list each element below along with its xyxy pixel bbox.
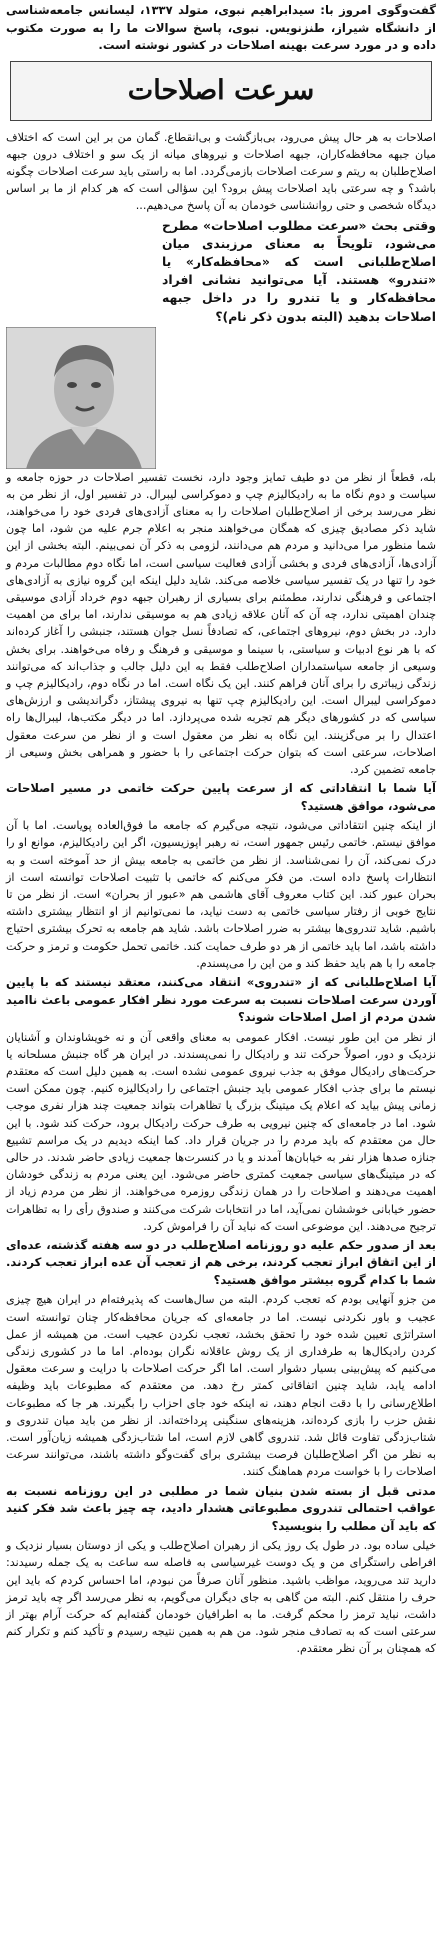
pullquote-photo-row [6, 215, 436, 469]
portrait-image [6, 327, 156, 469]
question-3: آیا اصلاح‌طلبانی که از «تندروی» انتقاد می‌کنند، معتقد نیستند که با پایین آوردن سرعت اصلاحات نسبت به سرعت مورد نظر افکار عمومی باعث ناامید شدن مردم از اصل اصلاحات شوند؟ [6, 975, 436, 1024]
headline-box [10, 61, 432, 121]
question-2: آیا شما با انتقاداتی که از سرعت پایین حرکت خاتمی در مسیر اصلاحات می‌شود، موافق هستید؟ [6, 781, 436, 813]
question-1-pullquote: وقتی بحث «سرعت مطلوب اصلاحات» مطرح می‌شود، تلویحاً به معنای مرزبندی میان اصلاح‌طلبانی است که «محافظه‌کار» یا «تندرو» هستند. آیا می‌توانید نشانی افراد محافظه‌کار و یا تندرو را در داخل جبهه اصلاحات بدهید (البته بدون ذکر نام)؟ [162, 217, 436, 324]
interviewee-photo [6, 327, 156, 469]
question-4: بعد از صدور حکم علیه دو روزنامه اصلاح‌طلب در دو سه هفته گذشته، عده‌ای از این اتفاق ابراز تعجب کردند، برخی هم از تعجب آن عده ابراز تعجب کردند. شما با کدام گروه بیشتر موافق هستید؟ [6, 1237, 436, 1287]
article-headline: سرعت اصلاحات [127, 75, 315, 106]
answer-3: از نظر من این طور نیست. افکار عمومی به معنای واقعی آن و نه خویشاوندان و آشنایان نزدیک و دور، اصولاً حرکت تند و رادیکال را نمی‌پسندند. در ایران هر گاه جنبش مسلحانه یا حرکت‌های رادیکال موفق به جذب نیروی عمومی نشده است. به همین دلیل است که معتقدم نیستم ما برای جذب افکار عمومی باید جنبش اجتماعی را رادیکالیزه کنیم. چون ممکن است زمانی پیش بیاید که اعلام یک میتینگ بزرگ یا تظاهرات بتواند جمعیت چند هزار نفری موجب شود. اما در جامعه‌ای که چنین نیرویی به طرف حرکت رادیکال برود، حرکت کند شود. با این حال من معتقدم که باید مردم را در جریان قرار داد. کما اینکه دیدیم در یک مراسم تشییع جنازه صدها هزار نفر به خیابان‌ها آمدند و یا در کنسرت‌ها جمعیت زیادی حاضر شدند. در حالی که در میتینگ‌های سیاسی جمعیت کمتری حاضر می‌شود. این یعنی مردم به زندگی خودشان اهمیت می‌دهند و اصلاحات را در همان زندگی روزمره می‌خواهند. از نظر من مردم زیاد از حضور خیابانی خوششان نمی‌آید، اما در انتخابات شرکت می‌کنند و صندوق رأی را به تظاهرات ترجیح می‌دهند. این موضوعی است که نباید آن را فراموش کرد. [6, 1030, 436, 1233]
question-5: مدتی قبل از بسته شدن بنیان شما در مطلبی در این روزنامه نسبت به عواقب احتمالی تندروی مطبوعاتی هشدار دادید، چه چیز باعث شد فکر کنید که باید آن مطلب را بنویسید؟ [6, 1483, 436, 1533]
answer-2: از اینکه چنین انتقاداتی می‌شود، نتیجه می‌گیرم که جامعه ما فوق‌العاده پویاست. اما با آن موافق نیستم. خاتمی رئیس جمهور است، نه رهبر اپوزیسیون، اگر این رادیکالیزم، موانع او را درک نمی‌کند، آن را نمی‌شناسد. از نظر من خاتمی به جامعه بیش از حد آموخته است و به انتظارات پاسخ داده است. من فکر می‌کنم که خاتمی با تثبیت اصلاحات توانسته است از بحران عبور کند. این کتاب معروف آقای هاشمی هم «عبور از بحران» است. از نظر من تا نتایج خوبی از رفتار سیاسی خاتمی به دست نیاید، ما نمی‌توانیم از او انتظار بیشتری داشته باشیم. شاید تندروی‌ها بیشتر به ضرر اصلاحات باشد. شاید هم جامعه به تحرک بیشتری احتیاج داشته باشد، اما باید خاتمی از هر دو طرف حمایت کند. خاتمی تحمل حکومت و ترمز و حرکت جامعه را با هم باید حفظ کند و من این را می‌پسندم. [6, 819, 436, 970]
answer-5: خیلی ساده بود. در طول یک روز یکی از رهبران اصلاح‌طلب و یکی از دوستان بسیار نزدیک و افراطی راستگرای من و یک دوست غیرسیاسی به فاصله سه ساعت به یک جمله رسیدند: دارید تند می‌روید، مواظب باشید. منظور آنان صرفاً من نبودم، اما احساس کردم که باید این حرف را منتقل کنم. البته من گاهی به جای دیگران می‌گویم، به نظر می‌رسد اگر چه باید ترمز داشت، نباید ترمز را محکم گرفت. ما به اطرافیان خودمان گفته‌ایم که حرکت آرام بهتر از سرعتی است که به تصادف منجر شود. من هم به همین نتیجه رسیدم و تأکید کنم و تکرار کنم که همچنان بر آن نظر معتقدم. [6, 1539, 436, 1656]
pullquote-column [162, 215, 436, 469]
lead-paragraph: اصلاحات به هر حال پیش می‌رود، بی‌بازگشت و بی‌انقطاع. گمان من بر این است که اختلاف میان جبهه محافظه‌کاران، جبهه اصلاحات و نیروهای میانه از یک سو و اختلاف درون جبهه اصلاح‌طلبان به ریتم و سرعت اصلاحات بازمی‌گردد. اما به راستی باید سرعت اصلاحات چگونه باشد؟ و چه سرعتی باید اصلاحات پیش برود؟ این سؤالی است که هر کدام از ما بر اساس دیدگاه شخصی و حتی روانشناسی خودمان به آن پاسخ می‌دهیم... [6, 130, 436, 213]
article-intro: گفت‌وگوی امروز با: سیدابراهیم نبوی، متولد ۱۳۳۷، لیسانس جامعه‌شناسی از دانشگاه شیراز، طنزنویس. نبوی، پاسخ سوالات ما را به صورت مکتوب داده و در مورد سرعت بهینه اصلاحات در کشور نوشته است. [6, 3, 436, 52]
answer-4: من جزو آنهایی بودم که تعجب کردم. البته من سال‌هاست که پذیرفته‌ام در ایران هیچ چیزی عجیب و باور نکردنی نیست. اما در جامعه‌ای که جریان محافظه‌کار چنان توانسته است استراتژی تعیین شده خود را تحقق بخشد، تعجب نکردن عجیب است. من همیشه از عمل کردن رادیکال‌ها به طرفداری از یک روش عاقلانه نگران بوده‌ام. اما ما در کشوری زندگی می‌کنیم که پیش‌بینی بسیار دشوار است. اما اگر حرکت اصلاحات با درایت و سرعت معقول ادامه یابد، شاید چنین اتفاقاتی کمتر رخ دهد. من معتقدم که مطبوعات باید وظیفه اطلاع‌رسانی را با دقت انجام دهند، نه اینکه خود جای احزاب را بگیرند. هر جا که مطبوعات نقش حزب را بازی کرده‌اند، هزینه‌های سنگینی پرداخته‌اند. از نظر من باید میان تندروی و شتاب‌زدگی تفاوت قائل شد. تندروی گاهی لازم است، اما شتاب‌زدگی همیشه زیان‌آور است. به نظر من اگر اصلاح‌طلبان فرصت بیشتری برای گفت‌وگو داشته باشند، می‌توانند سرعت اصلاحات را با خواست مردم هماهنگ کنند. [6, 1293, 436, 1479]
answer-1: بله، قطعاً از نظر من دو طیف تمایز وجود دارد، نخست تفسیر اصلاحات در حوزه جامعه و سیاست و دوم نگاه ما به رادیکالیزم چپ و دموکراسی لیبرال. در تفسیر اول، از نظر من به نظر می‌رسد برخی از اصلاح‌طلبان اصلاحات را به معنای آزادی‌های فردی خود را می‌خواهند، شاید ذکر مصادیق چیزی که همگان می‌خواهند منجر به اعلام جرم علیه من شود، اما چون شما منظور مرا می‌دانید و مردم هم می‌دانند، لزومی به ذکر آن نمی‌بینم. البته بخشی از این آزادی‌ها، آزادی‌های فردی و بخشی آزادی فعالیت سیاسی است، اما نگاه دوم مطالبات مردم و خود را تنها در یک تفسیر سیاسی خلاصه می‌کند. شاید دلیل اینکه این گروه نیازی به آزادی‌های اجتماعی و فرهنگی ندارند، مطمئنم برای بسیاری از رهبران جبهه دوم خرداد آزادی موسیقی چندان اهمیتی ندارد، چه آن که آنان علاقه زیادی هم به موسیقی ندارند، اما برای من اهمیت دارد. در بخش دوم، نیروهای اجتماعی، که تصادفاً نسل جوان هستند، جنبشی را آغاز کرده‌اند که با هر نوع ادبیات و سیاستی، با سینما و موسیقی و فرهنگ و رفاه می‌خواهند. برای بخش وسیعی از جامعه سیاستمداران اصلاح‌طلب فقط به این دلیل جالب و جذاب‌اند که می‌توانند زندگی زیباتری را برای آنان فراهم کنند. این یک نگاه است. اما در نگاه دوم، رادیکالیزم چپ و دموکراسی لیبرال است. این رادیکالیزم چپ تنها به نیروی پیشتاز، دگراندیشی و ارزش‌های سیاسی که در کشورهای دیگر هم تجربه شده می‌پردازد. اما در دیگر مکتب‌ها، لیبرال‌ها راه اعتدال را بر می‌گزینند. این نگاه به نظر من معقول است و از نظر من سرعت معقول اصلاحات، سرعتی است که بتوان حرکت اجتماعی را با حضور و همراهی بخش وسیعی از جامعه تضمین کرد. [6, 470, 436, 776]
